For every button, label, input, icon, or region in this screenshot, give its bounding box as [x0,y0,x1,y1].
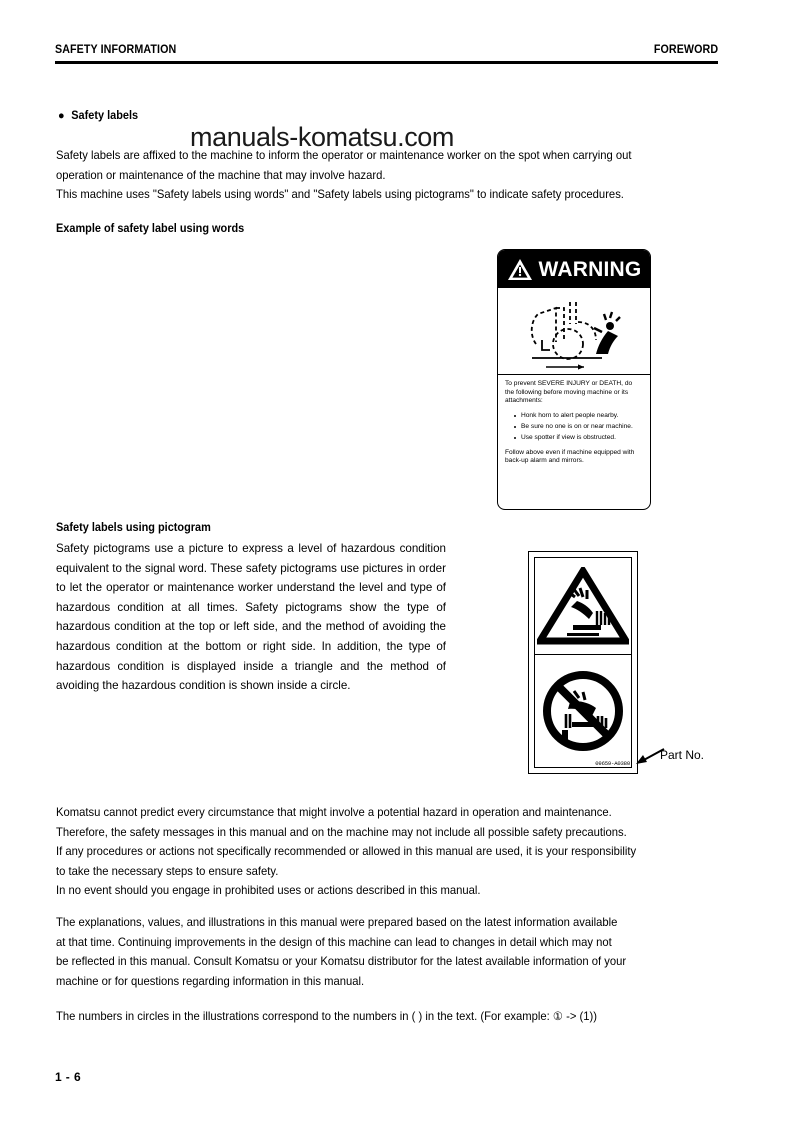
page-header [55,44,718,56]
pictogram-prohibition-panel [535,655,631,767]
explanations-line-4: machine or for questions regarding information in this manual. [56,974,365,988]
intro-paragraph [56,146,716,205]
pictogram-label-frame [534,557,632,768]
header-chapter-title: FOREWORD [653,44,718,56]
header-section-title: SAFETY INFORMATION [55,44,177,56]
pictogram-label-illustration [528,551,638,774]
pictogram-hazard-panel [535,558,631,655]
circled-numbers-text: The numbers in circles in the illustrations correspond to the numbers in ( ) in the text. (For example: ① -> (1)) [56,1010,598,1023]
liability-paragraph [56,803,716,901]
warning-footer-text: Follow above even if machine equipped with back-up alarm and mirrors. [505,448,635,465]
liability-line-1: Komatsu cannot predict every circumstance that might involve a potential hazard in operation and maintenance. [56,806,612,819]
liability-line-4: to take the necessary steps to ensure safety. [56,864,279,878]
no-hands-prohibition-icon [540,668,626,754]
warning-signal-word: WARNING [538,257,642,281]
warning-bullet-item: Be sure no one is on or near machine. [515,423,643,432]
warning-label-illustration [497,249,651,510]
intro-line-3: This machine uses "Safety labels using words" and "Safety labels using pictograms" to indicate safety procedures. [56,188,624,201]
warning-bullet-item: Use spotter if view is obstructed. [515,434,643,443]
liability-line-2: Therefore, the safety messages in this manual and on the machine may not include all possible safety precautions. [56,825,627,839]
bullet-dot-icon: ● [58,110,65,122]
pictogram-heading: Safety labels using pictogram [56,522,211,534]
warning-triangle-icon [507,258,533,281]
header-divider [55,61,718,64]
intro-line-1: Safety labels are affixed to the machine to inform the operator or maintenance worker on the spot when carrying out [56,149,632,162]
warning-bullet-list [505,412,643,443]
crush-hazard-triangle-icon [537,567,629,645]
warning-bullet-item: Honk horn to alert people nearby. [515,412,643,421]
example-words-heading: Example of safety label using words [56,223,245,235]
explanations-line-3: be reflected in this manual. Consult Komatsu or your Komatsu distributor for the latest available information of your [56,955,627,968]
safety-labels-heading [58,110,138,122]
intro-line-2: operation or maintenance of the machine that may involve hazard. [56,168,386,182]
explanations-line-1: The explanations, values, and illustrations in this manual were prepared based on the latest information available [56,916,618,929]
pictogram-paragraph-text: Safety pictograms use a picture to express a level of hazardous condition equivalent to the signal word. These safety pictograms use pictures in order to let the operator or maintenance worker understand the level and type of hazardous condition at all times. Safety pictograms show the type of hazardous condition at the top or left side, and the method of avoiding the hazardous condition at the bottom or right side. In addition, the type of hazardous condition is displayed inside a triangle and the method of avoiding the hazardous condition is shown inside a circle. [56,542,446,693]
watermark-text: manuals-komatsu.com [190,122,454,152]
explanations-line-2: at that time. Continuing improvements in the design of this machine can lead to changes in detail which may not [56,935,612,949]
page-number: 1 - 6 [55,1070,82,1084]
explanations-paragraph [56,913,716,991]
part-no-callout-label: Part No. [660,748,705,762]
liability-line-5: In no event should you engage in prohibited uses or actions described in this manual. [56,884,481,897]
liability-line-3: If any procedures or actions not specifically recommended or allowed in this manual are used, it is your responsibility [56,845,637,858]
warning-label-text-block [498,375,650,470]
warning-pictogram-graphic [498,288,650,375]
circled-numbers-note [56,1007,716,1027]
machine-backing-hazard-icon [498,288,650,374]
pictogram-paragraph [56,539,446,696]
warning-lead-text: To prevent SEVERE INJURY or DEATH, do the following before moving machine or its attachments: [505,380,633,405]
part-number-code: 09659-A0380 [595,760,630,767]
warning-signal-banner [498,250,650,288]
safety-labels-heading-label: Safety labels [71,110,139,122]
